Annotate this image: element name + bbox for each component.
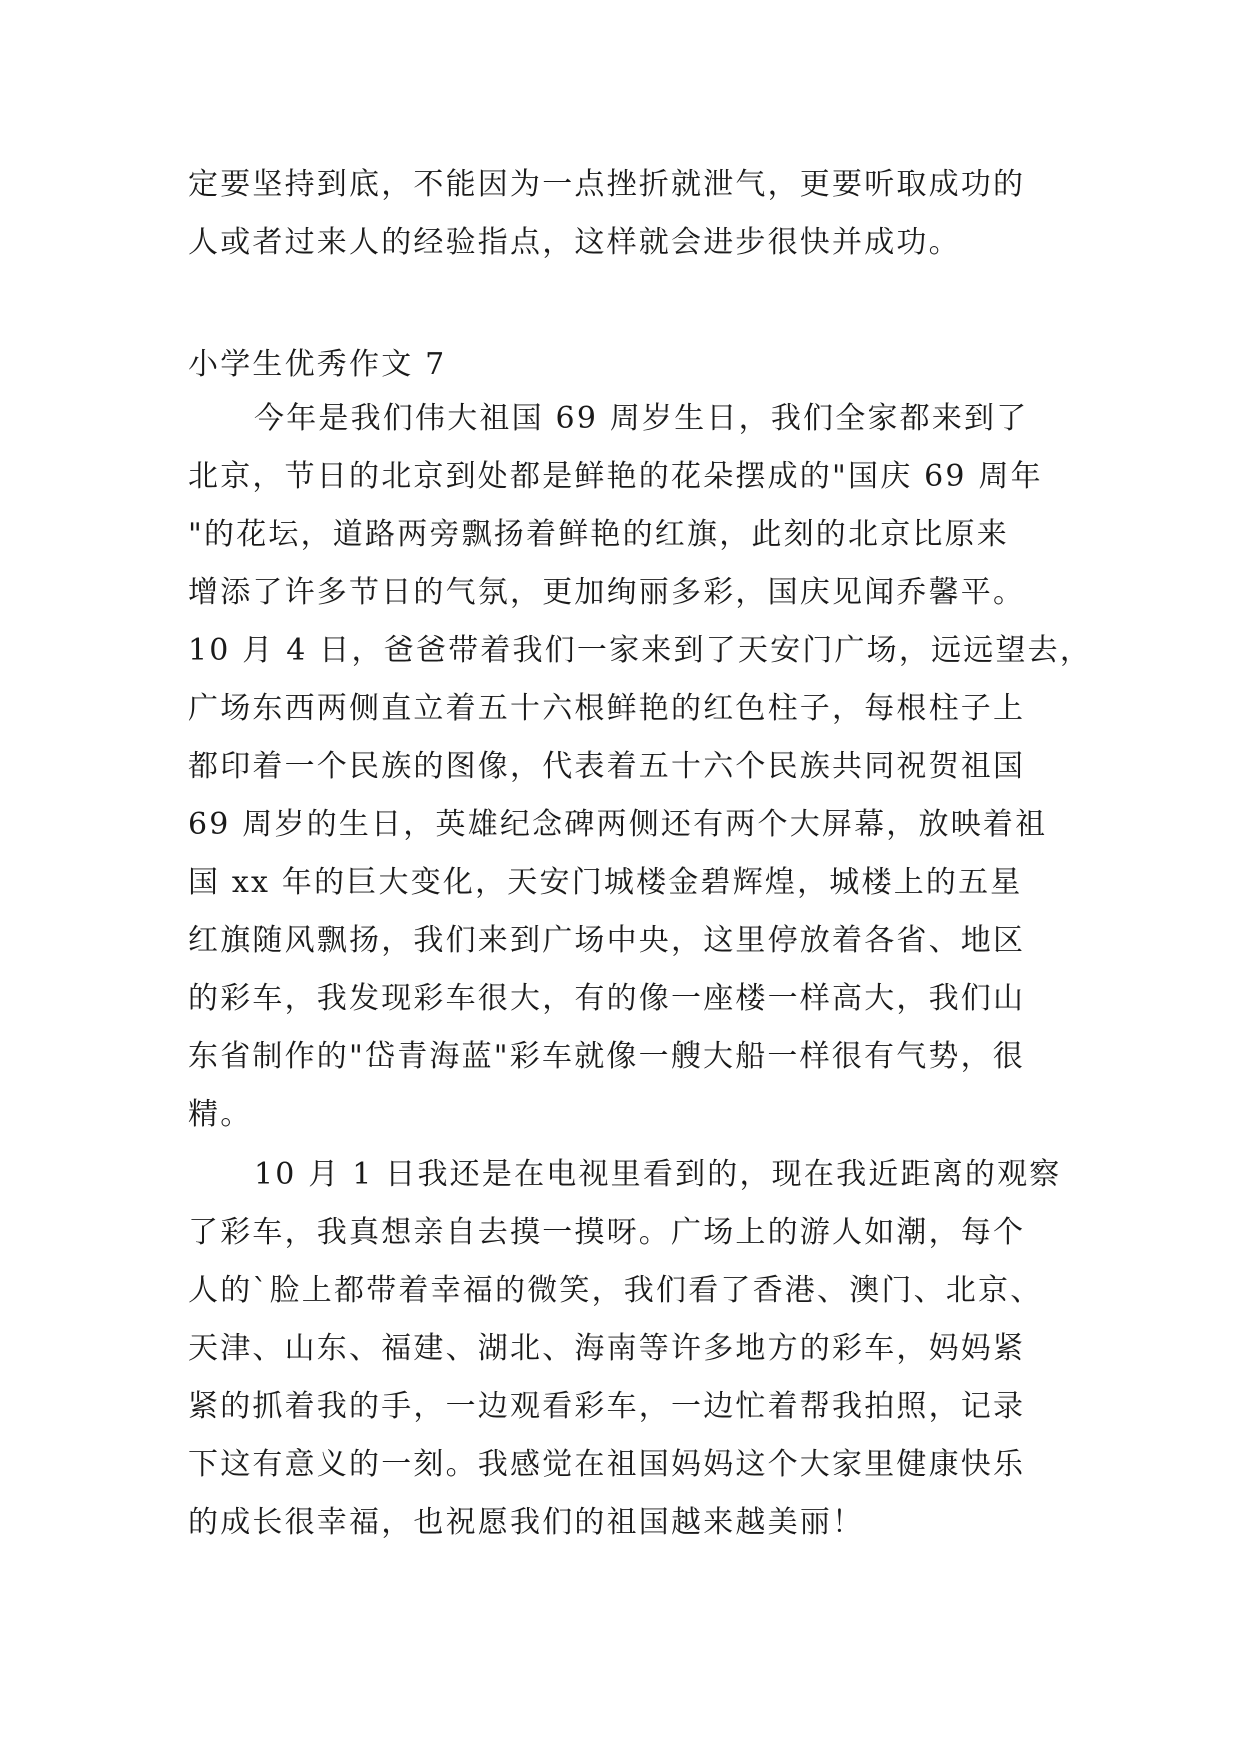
- text-line: 的成长很幸福，也祝愿我们的祖国越来越美丽！: [188, 1505, 865, 1540]
- section-title: [188, 336, 1048, 394]
- section-title-text: 小学生优秀作文 7: [188, 347, 447, 382]
- text-line: 增添了许多节日的气氛，更加绚丽多彩，国庆见闻乔馨平。: [188, 575, 1026, 610]
- text-line: 红旗随风飘扬，我们来到广场中央，这里停放着各省、地区: [188, 923, 1026, 958]
- text-line: 69 周岁的生日，英雄纪念碑两侧还有两个大屏幕，放映着祖: [188, 807, 1048, 842]
- text-line: 天津、山东、福建、湖北、海南等许多地方的彩车，妈妈紧: [188, 1331, 1026, 1366]
- text-line: 都印着一个民族的图像，代表着五十六个民族共同祝贺祖国: [188, 749, 1026, 784]
- text-line: 的彩车，我发现彩车很大，有的像一座楼一样高大，我们山: [188, 981, 1026, 1016]
- text-line: 定要坚持到底，不能因为一点挫折就泄气，更要听取成功的: [188, 167, 1026, 202]
- text-line: 今年是我们伟大祖国 69 周岁生日，我们全家都来到了: [254, 401, 1029, 436]
- text-line: 国 xx 年的巨大变化，天安门城楼金碧辉煌，城楼上的五星: [188, 865, 1023, 900]
- paragraph-1: [188, 390, 1093, 1144]
- text-line: 精。: [188, 1097, 253, 1132]
- text-line: "的花坛，道路两旁飘扬着鲜艳的红旗，此刻的北京比原来: [188, 517, 1009, 552]
- text-line: 下这有意义的一刻。我感觉在祖国妈妈这个大家里健康快乐: [188, 1447, 1026, 1482]
- text-line: 人的`脸上都带着幸福的微笑，我们看了香港、澳门、北京、: [188, 1273, 1043, 1308]
- text-line: 北京，节日的北京到处都是鲜艳的花朵摆成的"国庆 69 周年: [188, 459, 1043, 494]
- previous-paragraph: [188, 156, 1048, 272]
- paragraph-2: [188, 1146, 1062, 1552]
- text-line: 广场东西两侧直立着五十六根鲜艳的红色柱子，每根柱子上: [188, 691, 1026, 726]
- text-line: 了彩车，我真想亲自去摸一摸呀。广场上的游人如潮，每个: [188, 1215, 1026, 1250]
- text-line: 10 月 4 日，爸爸带着我们一家来到了天安门广场，远远望去，: [188, 633, 1093, 668]
- text-line: 人或者过来人的经验指点，这样就会进步很快并成功。: [188, 225, 961, 260]
- text-line: 紧的抓着我的手，一边观看彩车，一边忙着帮我拍照，记录: [188, 1389, 1026, 1424]
- text-line: 10 月 1 日我还是在电视里看到的，现在我近距离的观察: [254, 1157, 1062, 1192]
- text-line: 东省制作的"岱青海蓝"彩车就像一艘大船一样很有气势，很: [188, 1039, 1025, 1074]
